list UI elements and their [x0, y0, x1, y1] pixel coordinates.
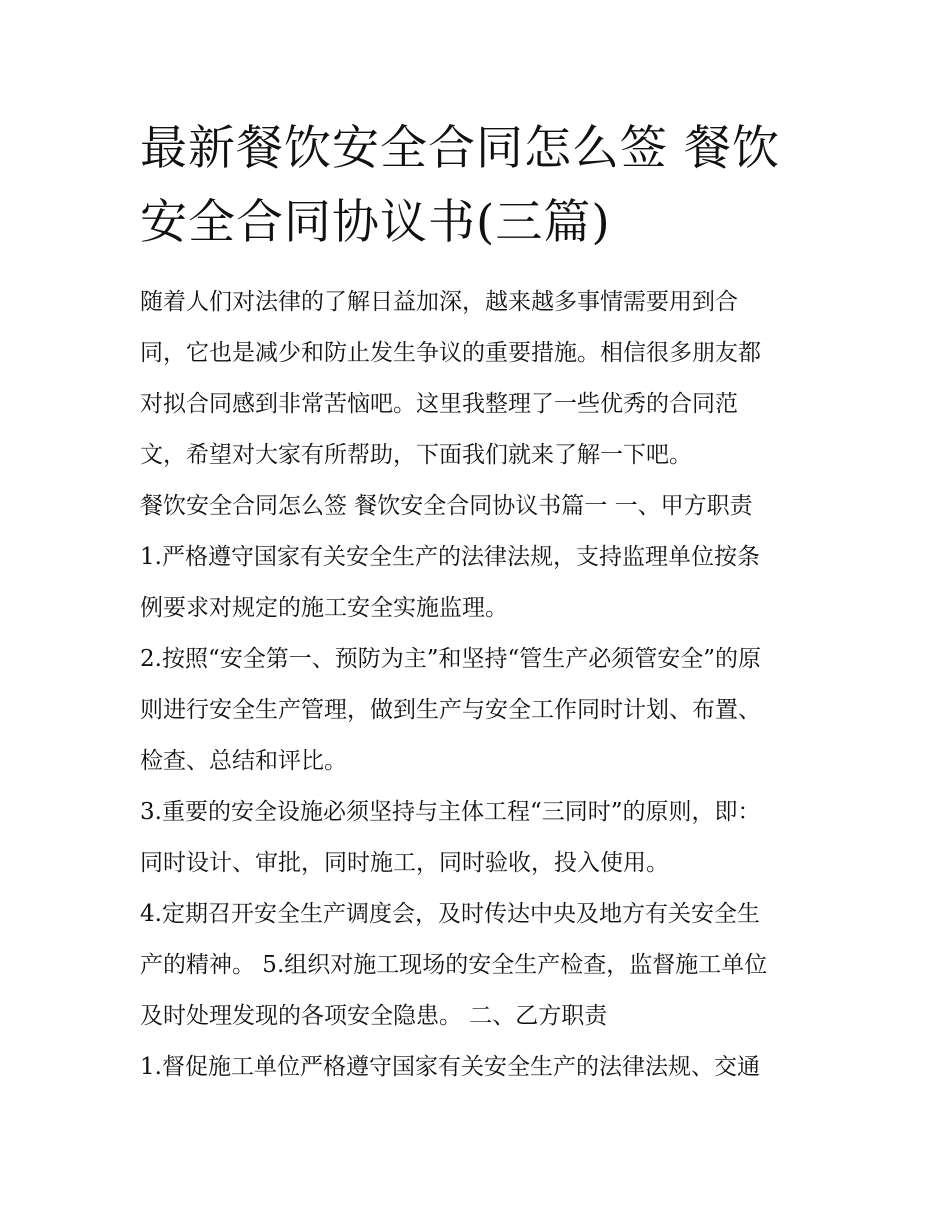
body-line: 2.按照“安全第一、预防为主”和坚持“管生产必须管安全”的原: [140, 646, 761, 672]
title-line-2: 安全合同协议书(三篇): [140, 195, 611, 250]
body-line: 文，希望对大家有所帮助，下面我们就来了解一下吧。: [140, 442, 692, 468]
body-line: 3.重要的安全设施必须坚持与主体工程“三同时”的原则，即：: [140, 799, 761, 825]
body-line: 例要求对规定的施工安全实施监理。: [140, 595, 508, 621]
body-line: 检查、总结和评比。: [140, 748, 347, 774]
body-line: 随着人们对法律的了解日益加深，越来越多事情需要用到合: [140, 289, 738, 315]
body-line: 1.严格遵守国家有关安全生产的法律法规，支持监理单位按条: [140, 544, 760, 570]
body-line: 同时设计、审批，同时施工，同时验收，投入使用。: [140, 850, 669, 876]
title-line-1: 最新餐饮安全合同怎么签 餐饮: [140, 121, 780, 176]
body-line: 4.定期召开安全生产调度会，及时传达中央及地方有关安全生: [140, 901, 760, 927]
body-line: 同，它也是减少和防止发生争议的重要措施。相信很多朋友都: [140, 340, 761, 366]
section-heading-line: 餐饮安全合同怎么签 餐饮安全合同协议书篇一 一、甲方职责: [140, 493, 753, 519]
body-line: 及时处理发现的各项安全隐患。 二、乙方职责: [140, 1003, 608, 1029]
body-line: 产的精神。 5.组织对施工现场的安全生产检查，监督施工单位: [140, 952, 768, 978]
body-line: 对拟合同感到非常苦恼吧。这里我整理了一些优秀的合同范: [140, 391, 738, 417]
body-line: 则进行安全生产管理，做到生产与安全工作同时计划、布置、: [140, 697, 761, 723]
document-title: [140, 112, 830, 260]
document-body: [140, 277, 830, 1093]
body-line: 1.督促施工单位严格遵守国家有关安全生产的法律法规、交通: [140, 1054, 760, 1080]
